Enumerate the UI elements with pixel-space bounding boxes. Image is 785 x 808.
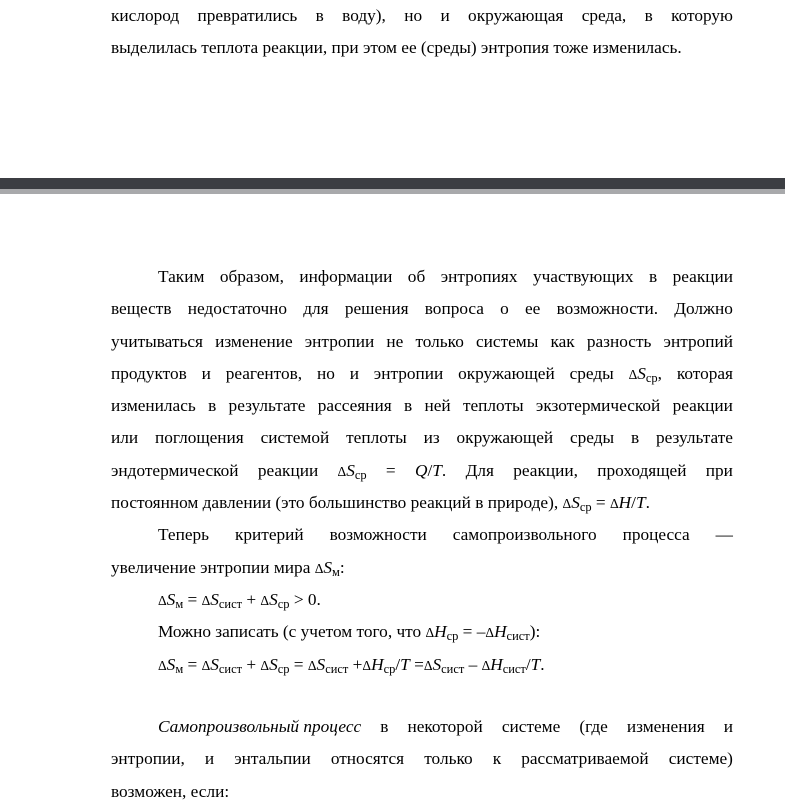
paragraph-1-line bbox=[111, 390, 733, 422]
word: некоторой bbox=[407, 717, 483, 736]
note-line: Можно записать (с учетом того, что $\Delta H_{ср} = -\Delta H_{сист}$): bbox=[158, 622, 541, 644]
separator-shadow bbox=[0, 189, 785, 194]
word: веществ bbox=[111, 299, 172, 319]
word: из bbox=[423, 428, 440, 448]
paragraph-3-line bbox=[111, 743, 733, 775]
formula-dh-relation: $\Delta H_{ср} = -\Delta H_{сист}$ bbox=[425, 622, 530, 644]
paragraph-2-line: увеличение энтропии мира $\Delta S_м$: bbox=[111, 557, 345, 579]
formula-q-over-t: Q/T. bbox=[415, 460, 447, 480]
word: самопроизвольного bbox=[452, 525, 597, 545]
word: кислород bbox=[111, 6, 180, 25]
word: системы bbox=[475, 331, 539, 351]
word: Для bbox=[465, 460, 494, 480]
word: реакции, bbox=[513, 460, 578, 480]
word: продуктов bbox=[111, 363, 187, 383]
word: в bbox=[631, 428, 640, 448]
paragraph-1-line bbox=[111, 326, 733, 358]
word: среды bbox=[569, 428, 615, 448]
word: рассматриваемой bbox=[521, 749, 649, 769]
word: и bbox=[201, 363, 211, 383]
paragraph-1-line bbox=[111, 261, 733, 293]
word: реакции bbox=[672, 396, 733, 416]
word: проходящей bbox=[597, 460, 687, 480]
word: рассеяния bbox=[317, 396, 392, 416]
paragraph-2-line bbox=[111, 519, 733, 551]
word: энтропии bbox=[304, 331, 375, 351]
word: в bbox=[315, 6, 324, 25]
word: в bbox=[380, 717, 389, 736]
word: только bbox=[424, 749, 473, 769]
word: ней bbox=[424, 396, 451, 416]
paragraph-1-line bbox=[111, 358, 733, 390]
word: (где bbox=[579, 717, 608, 736]
word: окружающая bbox=[468, 6, 564, 25]
word: или bbox=[111, 428, 139, 448]
formula-delta-s-sr: $\Delta S_{ср}$ bbox=[337, 460, 367, 482]
word: недостаточно bbox=[187, 299, 288, 319]
word: в bbox=[404, 396, 413, 416]
word: участвующих bbox=[532, 267, 634, 286]
word: результате bbox=[228, 396, 306, 416]
paragraph-3-line: возможен, если: bbox=[111, 781, 230, 801]
word: и bbox=[440, 6, 450, 25]
word: в bbox=[208, 396, 217, 416]
word: относятся bbox=[330, 749, 405, 769]
formula-delta-s-m: $\Delta S_м$: bbox=[314, 557, 345, 579]
word: изменение bbox=[215, 331, 293, 351]
word: реакции bbox=[257, 460, 319, 480]
word: среда, bbox=[581, 6, 627, 25]
word: Теперь bbox=[158, 525, 210, 545]
word: энтропии bbox=[373, 363, 444, 383]
word: изменения bbox=[626, 717, 705, 736]
word: которая bbox=[676, 363, 733, 383]
word: поглощения bbox=[154, 428, 244, 448]
word: и bbox=[349, 363, 359, 383]
word: энтропии, bbox=[111, 749, 185, 769]
paragraph-1-line bbox=[111, 422, 733, 454]
separator-bar bbox=[0, 178, 785, 189]
word: эндотермической bbox=[111, 460, 239, 480]
formula-delta-s-sr: $\Delta S_{ср}$, bbox=[628, 363, 662, 385]
word: реагентов, bbox=[225, 363, 303, 383]
word: ее bbox=[525, 299, 541, 319]
paragraph-1-line bbox=[111, 293, 733, 325]
word: реакции bbox=[672, 267, 733, 286]
word: экзотермической bbox=[535, 396, 661, 416]
paragraph-3-line bbox=[111, 711, 733, 743]
word: превратились bbox=[197, 6, 298, 25]
word: в bbox=[648, 267, 658, 286]
word: разность bbox=[586, 331, 652, 351]
word: — bbox=[715, 525, 733, 545]
word: энтальпии bbox=[234, 749, 311, 769]
word: окружающей bbox=[456, 428, 554, 448]
word: при bbox=[705, 460, 733, 480]
word: энтропий bbox=[663, 331, 733, 351]
word: вопроса bbox=[424, 299, 484, 319]
word: Таким bbox=[158, 267, 205, 286]
word: которую bbox=[671, 6, 733, 25]
text-line bbox=[111, 0, 733, 32]
word: системе) bbox=[668, 749, 733, 769]
word: решения bbox=[344, 299, 409, 319]
word: только bbox=[415, 331, 464, 351]
word: результате bbox=[656, 428, 733, 448]
word: среды bbox=[569, 363, 614, 383]
word: к bbox=[492, 749, 502, 769]
word: но bbox=[316, 363, 335, 383]
paragraph-1-line: постоянном давлении (это большинство реакций в природе), $\Delta S_{ср} = \Delta H/T$. bbox=[111, 493, 650, 515]
word: в bbox=[644, 6, 653, 25]
word: образом, bbox=[219, 267, 284, 286]
main-text-block bbox=[111, 261, 733, 681]
word: воду), bbox=[342, 6, 386, 25]
word: и bbox=[204, 749, 215, 769]
text-line: выделилась теплота реакции, при этом ее (среды) энтропия тоже изменилась. bbox=[111, 38, 682, 58]
word: системе bbox=[501, 717, 561, 736]
word: энтропиях bbox=[440, 267, 518, 286]
top-text-block bbox=[111, 0, 733, 65]
word: об bbox=[407, 267, 426, 286]
word: не bbox=[386, 331, 404, 351]
word: изменилась bbox=[111, 396, 196, 416]
word: и bbox=[723, 717, 733, 736]
word: теплоты bbox=[462, 396, 524, 416]
word: окружающей bbox=[458, 363, 555, 383]
formula-delta-s-sr-eq: $\Delta S_{ср} = \Delta H/T$. bbox=[562, 493, 650, 515]
word: для bbox=[303, 299, 329, 319]
word: о bbox=[500, 299, 509, 319]
word: системой bbox=[260, 428, 330, 448]
word: но bbox=[404, 6, 423, 25]
word: как bbox=[550, 331, 575, 351]
word: учитываться bbox=[111, 331, 203, 351]
formula-inequality: $\Delta S_м = \Delta S_{сист} + \Delta S_{ср} > 0$. bbox=[158, 589, 321, 612]
word: возможности bbox=[329, 525, 427, 545]
lower-text-block bbox=[111, 711, 733, 808]
word: теплоты bbox=[346, 428, 407, 448]
term-spontaneous-process: Самопроизвольный процесс bbox=[158, 717, 362, 736]
word: возможности. bbox=[556, 299, 659, 319]
word: процесса bbox=[622, 525, 690, 545]
paragraph-1-line: эндотермической реакции $\Delta S_{ср}$ = Q/T. Для реакции, проходящей при bbox=[111, 455, 733, 487]
word: Должно bbox=[674, 299, 733, 319]
formula-expanded: $\Delta S_м = \Delta S_{сист} + \Delta S_{ср} = \Delta S_{сист} +\Delta H_{ср}/T =\Delta S_{сист} - \Delta H_{сист}/T$. bbox=[158, 654, 545, 676]
word: информации bbox=[299, 267, 393, 286]
word: критерий bbox=[234, 525, 304, 545]
